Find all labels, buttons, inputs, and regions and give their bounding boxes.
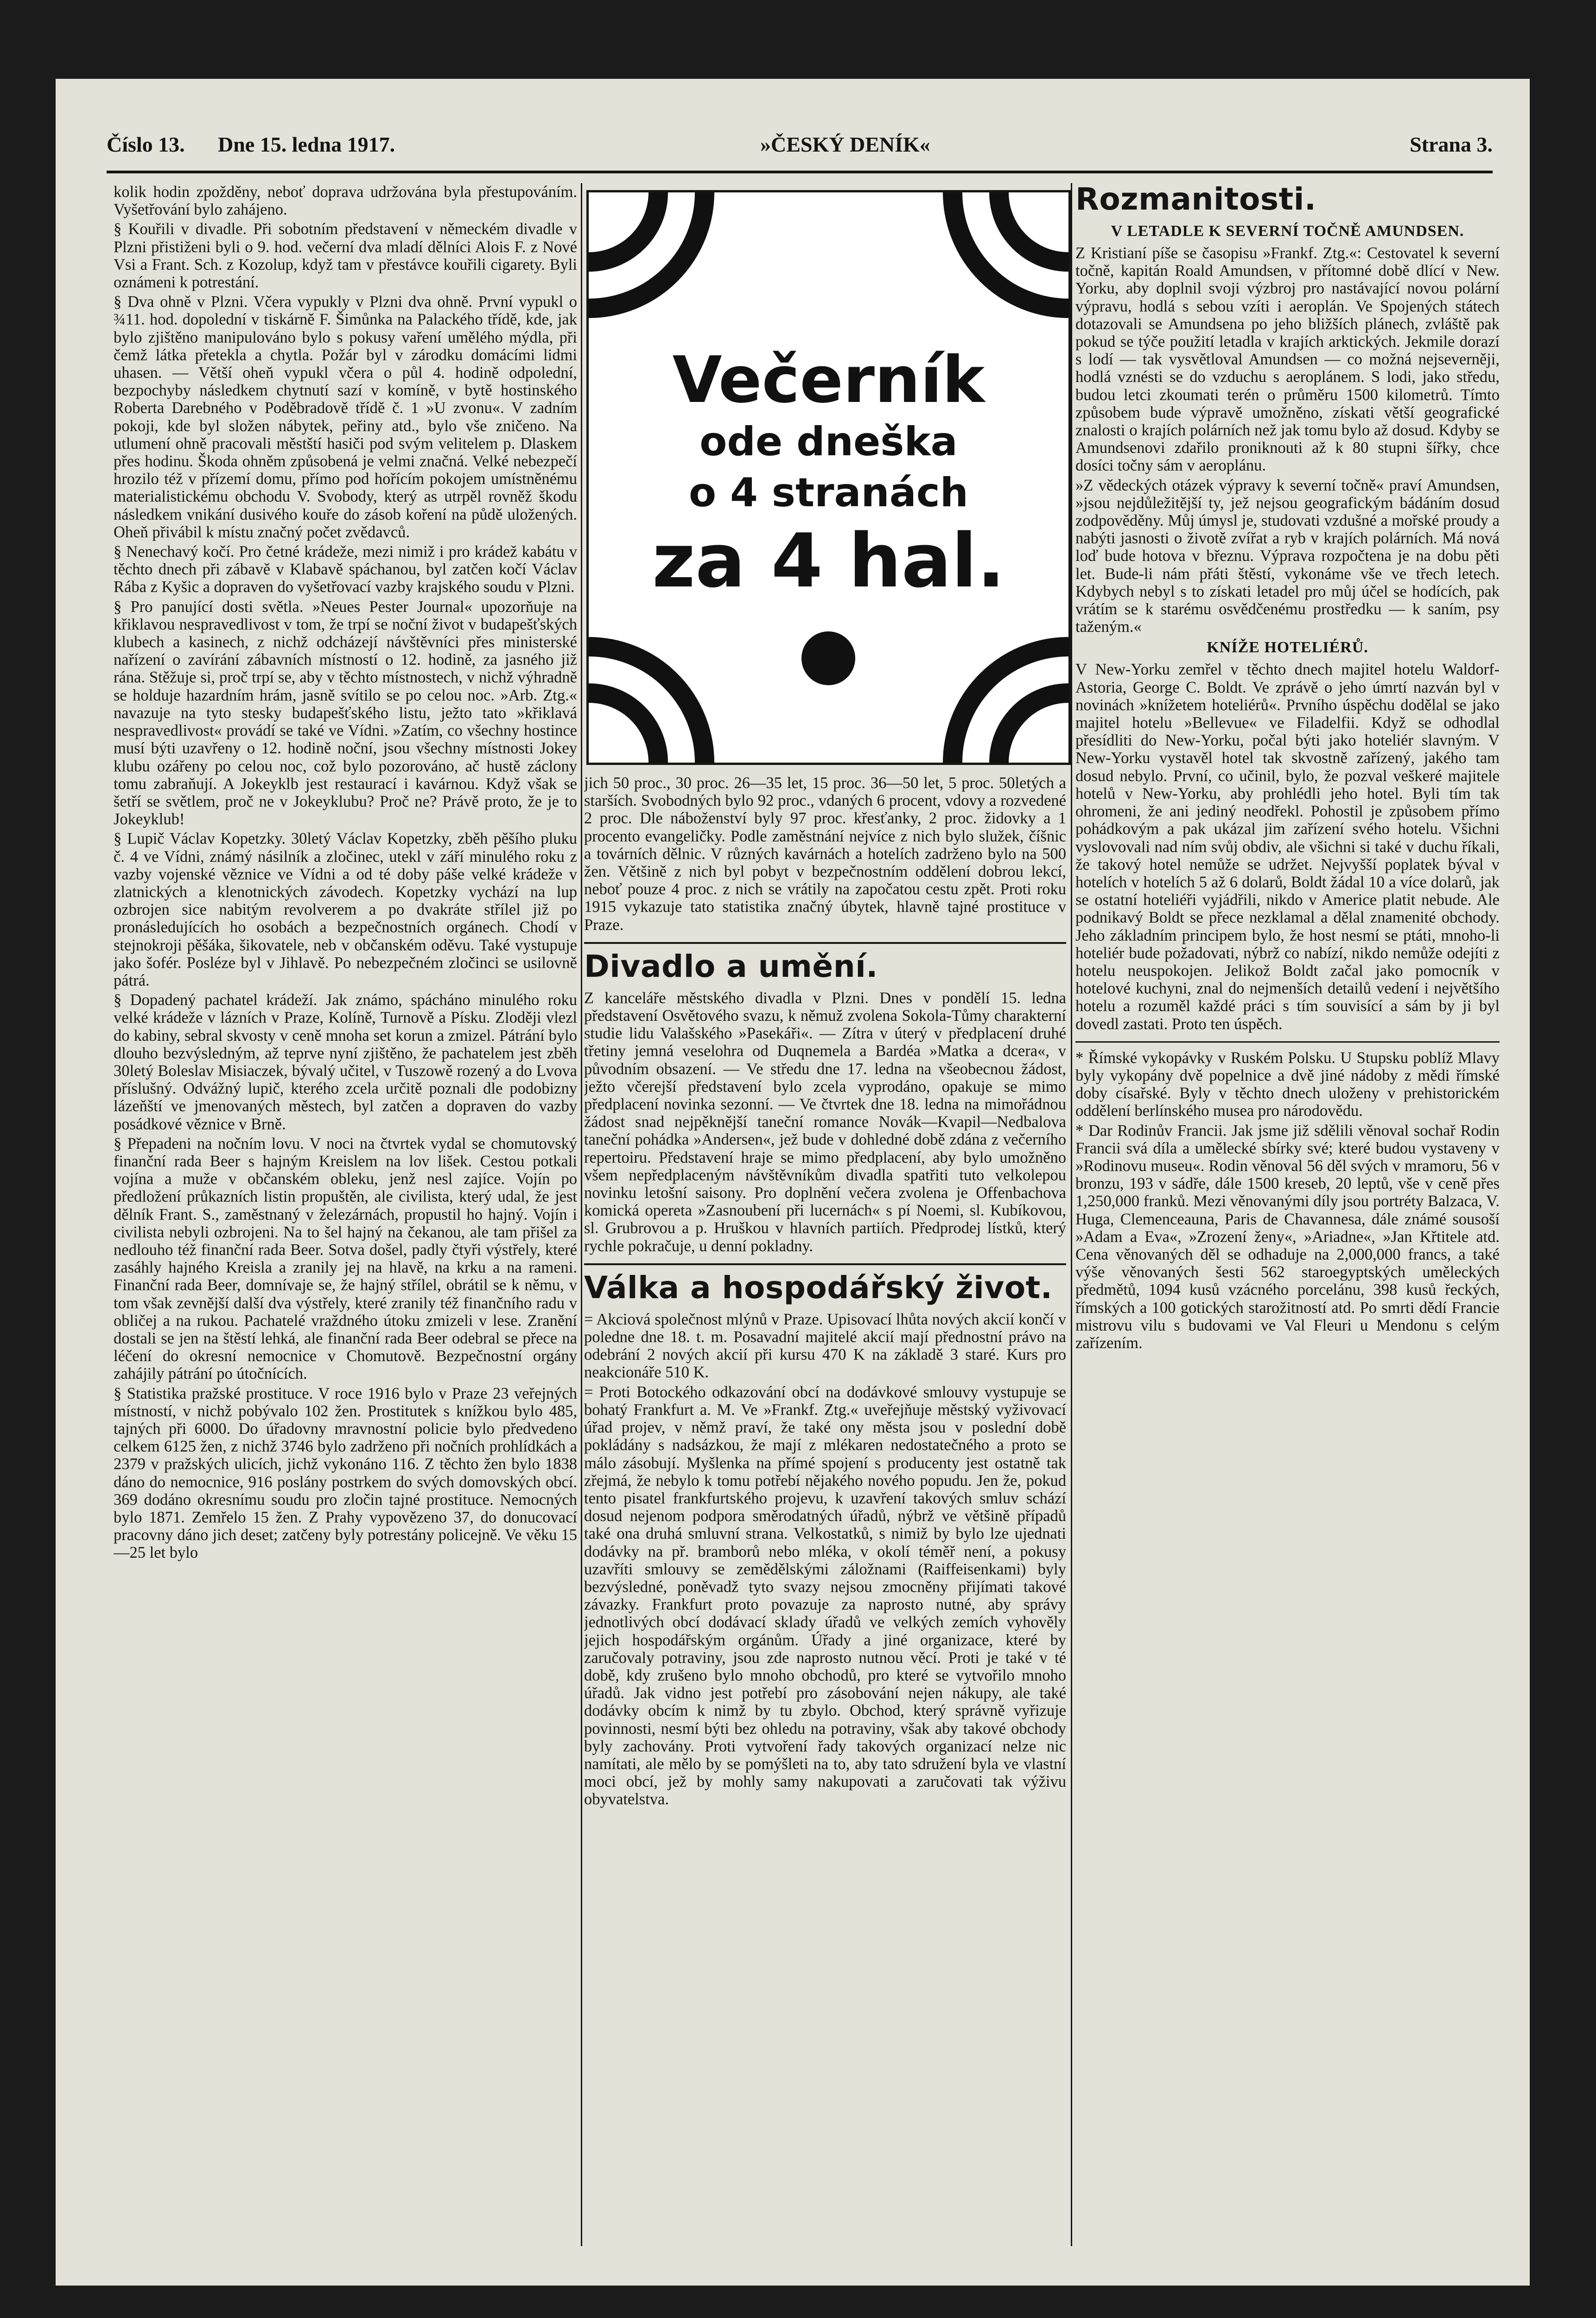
article-paragraph: § Kouřili v divadle. Při sobotním představení v německém divadle v Plzni přistiženi byli o 9. hod. večerní dva mladí dělníci Alois F. z Nové Vsi a Frant. Sch. z Kozolup, když tam v přestávce kouřili cigarety. Byli oznámeni k potrestání. bbox=[114, 220, 577, 292]
middle-column bbox=[584, 774, 1066, 2246]
ad-title: Večerník bbox=[672, 343, 985, 417]
section-title-valka: Válka a hospodářský život. bbox=[584, 1269, 1053, 1305]
page-header bbox=[107, 127, 1493, 169]
article-headline: V LETADLE K SEVERNÍ TOČNĚ AMUNDSEN. bbox=[1111, 223, 1464, 240]
column-divider-right bbox=[1071, 183, 1072, 2246]
newspaper-name: »ČESKÝ DENÍK« bbox=[760, 133, 930, 156]
article-paragraph: § Statistika pražské prostituce. V roce 1916 bylo v Praze 23 veřejných místností, v nichž pobývalo 102 žen. Prostitutek s knížkou bylo 485, tajných při 6000. Do úřadovny mravnostní policie bylo předvedeno celkem 6125 žen, z nichž 3746 bylo zadrženo při nočních prohlídkách a 2379 v pražských ulicích, jichž vykonáno 116. Z těchto žen bylo 1838 dáno do nemocnice, 916 poslány postrkem do svých domovských obcí. 369 dodáno okresnímu soudu pro zločin tajné prostituce. Nemocných bylo 1871. Zemřelo 15 žen. Z Prahy vypovězeno 37, do donucovací pracovny dáno jich deset; zatčeny byly potrestány policejně. Ve věku 15—25 let bylo bbox=[114, 1384, 577, 1562]
article-paragraph: § Dva ohně v Plzni. Včera vypukly v Plzni dva ohně. První vypukl o ¾11. hod. dopolední v tiskárně F. Šimůnka na Palackého třídě, kde, jak bylo zjištěno manipulováno bylo s pokusy vaření umělého mýdla, při čemž látka přetekla a chytla. Požár byl v zárodku domácími lidmi uhasen. — Větší oheň vypukl včera o půl 4. hodině odpolední, bezpochyby následkem chytnutí sazí v komíně, v bytě hostinského Roberta Darebného v Poděbradově třídě č. 1 »U zvonu«. V zadním pokoji, kde byl složen nábytek, peřiny atd., bylo vše zničeno. Na utlumení ohně pracovali městští hasiči pod svým velitelem p. Dlaskem přes hodinu. Škoda ohněm způsobená je velmi značná. Velké nebezpečí hrozilo též v přízemí domu, přímo pod hořícím pokojem umístněnému materialistickému obchodu V. Svobody, který as utrpěl rovněž škodu následkem vnikání dusivého kouře do zásob koření na půdě uložených. Oheň přivábil k místu značný počet zvědavců. bbox=[114, 293, 577, 541]
article-headline: KNÍŽE HOTELIÉRŮ. bbox=[1207, 639, 1368, 656]
section-title-rozmanitosti: Rozmanitosti. bbox=[1075, 183, 1316, 217]
issue-number: Číslo 13. bbox=[107, 133, 185, 156]
article-paragraph: jich 50 proc., 30 proc. 26—35 let, 15 proc. 36—50 let, 5 proc. 50letých a starších. Svobodných bylo 92 proc., vdaných 6 procent, vdovy a rozvedené 2 proc. Dle náboženství byly 97 proc. křesťanky, 2 proc. židovky a 1 procento evangeličky. Podle zaměstnání nejvíce z nich bylo služek, číšnic a továrních dělnic. V různých kavárnách a hotelích zadrženo bylo na 500 žen. Většině z nich byl pobyt v bezpečnostním oddělení dobrou lekcí, neboť pouze 4 proc. z nich se vrátily na započatou cestu zpět. Proti roku 1915 vykazuje tato statistika značný úbytek, hlavně tajné prostituce v Praze. bbox=[584, 774, 1066, 934]
article-paragraph: § Dopadený pachatel krádeží. Jak známo, spácháno minulého roku velké krádeže v lázních v Praze, Kolíně, Turnově a Písku. Zloději vlezl do kabiny, sebral skvosty v ceně mnoha set korun a zmizel. Pátrání bylo dlouho bezvýsledným, až teprve nyní zjištěno, že pachatelem jest zběh 30letý Boleslav Misiaczek, bývalý učitel, v Tuszowě rozený a do Lvova příslušný. Odvážný lupič, kterého zcela určitě poznali dle podobizny lázeňští ve jmenovaných městech, byl zatčen a dopraven do vazby posádkové věznice v Brně. bbox=[114, 991, 577, 1133]
article-paragraph: »Z vědeckých otázek výpravy k severní točně« praví Amundsen, »jsou nejdůležitější ty, jež nejsou geografickým bádáním dosud zodpověděny. Můj úmysl je, studovati vzdušné a mořské proudy a nabýti jasnosti o životě zvířat a ryb v krajích polárních. Má nová loď bude hotova v březnu. Výprava rozpočtena je na dobu pěti let. Bude-li nám přáti štěstí, vykonáme vše ve třech letech. Kdybych nebyl s to získati letadel pro můj účel se hodících, pak vrátím se k starému osvědčenému prostředku — k saním, psy taženým.« bbox=[1075, 476, 1500, 636]
section-divider bbox=[1075, 1041, 1500, 1043]
column-divider-left bbox=[581, 183, 582, 2246]
section-title-divadlo: Divadlo a umění. bbox=[584, 948, 878, 984]
article-paragraph: = Proti Botockého odkazování obcí na dodávkové smlouvy vystupuje se bohatý Frankfurt a. M. Ve »Frankf. Ztg.« uveřejňuje městský vyživovací úřad projev, v němž praví, že také ony města jsou v poslední době pokládány s nadsázkou, že mají z mlékaren nedostatečného a proto se málo zásobují. Myšlenka na přímé spojení s producenty jest ostatně tak zřejmá, že nebylo k tomu potřebí nějakého nového popudu. Jen že, pokud tento pisatel frankfurtského projevu, k uzavření takových smluv schází dosud nejenom podpora směrodatných úřadů, nýbrž ve většině případů také ona druhá smluvní strana. Velkostatků, s nimiž by bylo lze ujednati dodávky na př. bramborů nebo mléka, v okolí téměř není, a pokusy uzavříti smlouvy se zemědělskými záložnami (Raiffeisenkami) byly bezvýsledné, poněvadž tyto svazy nejsou zmocněny přijímati takové závazky. Frankfurt proto povazuje za naprosto nutné, aby správy jednotlivých obcí dodávací sklady úřadů ve velkých zemích vyhověly jejich hospodářským orgánům. Úřady a jiné organizace, které by zaručovaly potraviny, jsou zde naprosto nutnou věcí. Proti je také v té době, kdy zrušeno bylo mnoho obchodů, pro které se vytvořilo mnoho úřadů. Jak vidno jest potřebí pro zásobování nejen nákupy, ale také dodávky obcím k nimž by tu zbylo. Obchod, který správně vyřizuje povinnosti, nesmí býti bez ohledu na potraviny, však aby takové obchody byly zachovány. Proti vytvoření řady takových organizací nelze nic namítati, ale mělo by se pomýšleti na to, aby tato sdružení byla ve vlastní moci obcí, jež by mohly samy nakupovati a zaručovati tak výživu obyvatelstva. bbox=[584, 1383, 1066, 1809]
ad-line: o 4 stranách bbox=[688, 470, 968, 516]
article-paragraph: § Pro panující dosti světla. »Neues Pester Journal« upozorňuje na křiklavou nespravedlivost v tom, že trpí se noční život v budapešťských klubech a kasinech, z nichž odcházejí návštěvníci přes ministerské nařízení o zavírání zábavních místností o 12. hodině, za jasného již rána. Stěžuje si, proč trpí se, aby v těchto místnostech, v nichž výhradně se holduje hazardním hrám, jasně svítilo se po celou noc. »Arb. Ztg.« navazuje na tyto stesky budapešťského listu, ježto tato »křiklavá nespravedlivost« provádí se také ve Vídni. »Zatím, co všechny hostince musí býti uzavřeny o 12. hodině noční, jsou všechny místnosti Jokey klubu ozářeny po celou noc, což bylo pozorováno, ač hustě záclony tomu zabraňují. A Jokeyklb jest restaurací i kavárnou. Když však se šetří se světlem, proč ne v Jokeyklubu? Proč ne? Právě proto, že je to Jokeyklub! bbox=[114, 598, 577, 828]
article-paragraph: § Lupič Václav Kopetzky. 30letý Václav Kopetzky, zběh pěšího pluku č. 4 ve Vídni, známý násilník a zločinec, utekl v září minulého roku z vazby vojenské věznice ve Vídni a od té doby páše velké krádeže v zlatnických a klenotnických závodech. Kopetzky vychází na lup ozbrojen sice nabitým revolverem a po dvakráte střílel již po pronásledujících ho osobách a bezpečnostních orgánech. Chodí v stejnokroji pěšáka, šikovatele, neb v občanském oděvu. Také vystupuje jako šofér. Posléze byl v Jihlavě. Po nebezpečném zločinci se usilovně pátrá. bbox=[114, 830, 577, 989]
page-number: Strana 3. bbox=[1410, 133, 1493, 156]
article-paragraph: = Akciová společnost mlýnů v Praze. Upisovací lhůta nových akcií končí v poledne dne 18. t. m. Posavadní majitelé akcií mají přednostní právo na odebrání 2 nových akcií při kursu 470 K na základě 3 staré. Kurs pro neakcionáře 510 K. bbox=[584, 1310, 1066, 1382]
vecernik-advertisement bbox=[586, 190, 1071, 765]
section-divider bbox=[584, 1263, 1066, 1265]
article-paragraph: Z kanceláře městského divadla v Plzni. Dnes v pondělí 15. ledna představení Osvětového svazu, k němuž zvolena Sokola-Tůmy charakterní studie lidu Valašského »Pasekáři«. — Zítra v úterý v předplacení druhé třetiny jemná veselohra od Duqnemela a Bardéa »Matka a dcera«, v původním obsazení. — Ve středu dne 17. ledna na všeobecnou žádost, ježto včerejší představení bylo zcela vyprodáno, opakuje se mimo předplacení novinka sezonní. — Ve čtvrtek dne 18. ledna na mimořádnou žádost snad nejpěknější taneční romance Novák—Kvapil—Nedbalova taneční pohádka »Andersen«, jež bude v dohledné době zdána z večerního repertoiru. Představení hraje se mimo předplacení, aby bylo umožněno všem nepředplaceným návštěvníkům divadla spatřiti tuto velkolepou novinku letošní saisony. Pro doplnění večera zvolena je Offenbachova komická opereta »Zasnoubení při lucernách« s pí Noemi, sl. Kubíkovou, sl. Grubrovou a p. Hruškou v hlavních partiích. Předprodej lístků, který rychle pokračuje, u denní pokladny. bbox=[584, 989, 1066, 1255]
article-paragraph: kolik hodin zpožděny, neboť doprava udržována byla přestupováním. Vyšetřování bylo zahájeno. bbox=[114, 183, 577, 219]
right-column bbox=[1075, 183, 1500, 2246]
newspaper-page bbox=[56, 79, 1530, 2286]
ad-line: ode dneška bbox=[699, 419, 958, 465]
section-divider bbox=[584, 942, 1066, 944]
article-paragraph: V New-Yorku zemřel v těchto dnech majitel hotelu Waldorf-Astoria, George C. Boldt. Ve zprávě o jeho úmrtí nazván byl v novinách »knížetem hoteliérů«. Prvního úspěchu dodělal se jako majitel hotelu »Bellevue« ve Filadelfii. Když se odhodlal přesídliti do New-Yorku, počal býti jako hoteliér slavným. V New-Yorku vystavěl hotel tak skvostně zařízený, jakého tam dosud nebylo. První, co učinil, bylo, že pozval veškeré majitele hotelů v New-Yorku, aby prohlédli jeho hotel. Byli tím tak ohromeni, že ani jediný neodřekl. Pohostil je způsobem přímo pohádkovým a pak ukázal jim zařízení svého hotelu. Všichni vyslovovali nad ním svůj obdiv, ale všichni si také v duchu říkali, že takový hotel nemůže se udržet. Nejvyšší poplatek býval v hotelích v hotelích 5 až 6 dolarů, Boldt žádal 10 a více dolarů, jak se ostatní hoteliéři vyjádřili, nikdo v Americe platit nebude. Ale podnikavý Boldt se přece nezklamal a dělal znamenité obchody. Jeho základním principem bylo, že host nesmí se ptáti, mnoho-li hoteliér bude požadovati, nýbrž co nabízí, nikdo nemůže odejíti z hotelu neuspokojen. Jelikož Boldt začal jako pomocník v hotelové kuchyni, znal do nejmenších detailů vedení i největšího hotelu a rozuměl každé práci s tím souvisící a sám by ji byl dovedl zastati. Proto ten úspěch. bbox=[1075, 661, 1500, 1033]
article-paragraph: * Římské vykopávky v Ruském Polsku. U Stupsku poblíž Mlavy byly vykopány dvě popelnice a dvě jiné nádoby z mědi římské doby císařské. Byly v těchto dnech uloženy v prehistorickém oddělení berlínského musea pro národovědu. bbox=[1075, 1049, 1500, 1120]
article-paragraph: § Nenechavý kočí. Pro četné krádeže, mezi nimiž i pro krádež kabátu v těchto dnech při zábavě v Klabavě spáchanou, byl zatčen kočí Václav Rába z Kyšic a dopraven do vyšetřovací vazby krajského soudu v Plzni. bbox=[114, 543, 577, 596]
article-paragraph: Z Kristianí píše se časopisu »Frankf. Ztg.«: Cestovatel k severní točně, kapitán Roald Amundsen, v přítomné době dlící v New. Yorku, aby doplnil svoji výzbroj pro nastávající novou polární výpravu, hodlá s sebou vzíti i aeroplán. Ve Spojených státech dotazovali se Amundsena po jeho bližších plánech, zvláště pak pokud se týče použití letadla v krajích arktických. Jekmile dorazí s lodí — tak vysvětloval Amundsen — co možná nejseverněji, hodlá vznésti se do vzduchu s aeroplánem. S lodi, jako středu, budou letci zkoumati terén o průměru 1500 kilometrů. Tímto způsobem bude výpravě umožněno, získati větší geografické znalosti o krajích polárních než jak tomu bylo až dosud. Kdyby se Amundsenovi zdařilo proniknouti až k 80 stupni šířky, chce dosíci točny sám v aeroplánu. bbox=[1075, 244, 1500, 475]
article-paragraph: § Přepadeni na nočním lovu. V noci na čtvrtek vydal se chomutovský finanční rada Beer s hajným Kreislem na lov lišek. Cestou potkali vojína a muže v občanském obleku, jenž nesl zajíce. Vojín po předložení průkazních listin propuštěn, ale civilista, který udal, že jest dělník Frant. S., zaměstnaný v železárnách, propustil ho hajný. Vojín i civilista nebyli ozbrojeni. Na to šel hajný na čekanou, ale tam přišel za nedlouho též finanční rada Beer. Sotva došel, padly čtyři výstřely, které zasáhly hajného Kreisla a zranily jej na hlavě, na krku a na rameni. Finanční rada Beer, domnívaje se, že hajný střílel, obrátil se k němu, v tom však zevnější další dva výstřely, které zranily též finančního radu v obličej a na rukou. Pachatelé vraždného útoku zmizeli v lese. Zranění dostali se jen na štěstí lehká, ale finanční rada Beer odebral se přece na léčení do okresní nemocnice v Chomutově. Bezpečnostní orgány zahájily pátrání po útočnících. bbox=[114, 1134, 577, 1383]
left-column bbox=[114, 183, 577, 2246]
issue-date: Dne 15. ledna 1917. bbox=[218, 133, 395, 156]
article-paragraph: * Dar Rodinův Francii. Jak jsme již sdělili věnoval sochař Rodin Francii svá díla a umělecké sbírky své; které budou vystaveny v »Rodinovu museu«. Rodin věnoval 56 děl svých v mramoru, 56 v bronzu, 193 v sádře, dále 1500 kreseb, 20 leptů, vše v ceně přes 1,250,000 franků. Mezi věnovanými díly jsou portréty Balzaca, V. Huga, Clemenceauna, Paris de Chavannesa, dále známé sousoší »Adam a Eva«, »Zrození ženy«, »Ariadne«, »Jan Křtitele atd. Cena věnovaných děl se odhaduje na 2,000,000 francs, a také výše věnovaných šesti 562 staroegyptských uměleckých předmětů, 1094 kusů vzácného porcelánu, 398 kusů řeckých, římských a 100 gotických starožitností atd. Po smrti dědí Francie mistrovu vilu s budovami ve Val Fleuri u Mendonu s celým zařízením. bbox=[1075, 1121, 1500, 1352]
header-rule bbox=[107, 171, 1493, 173]
ad-price: za 4 hal. bbox=[652, 517, 1005, 604]
